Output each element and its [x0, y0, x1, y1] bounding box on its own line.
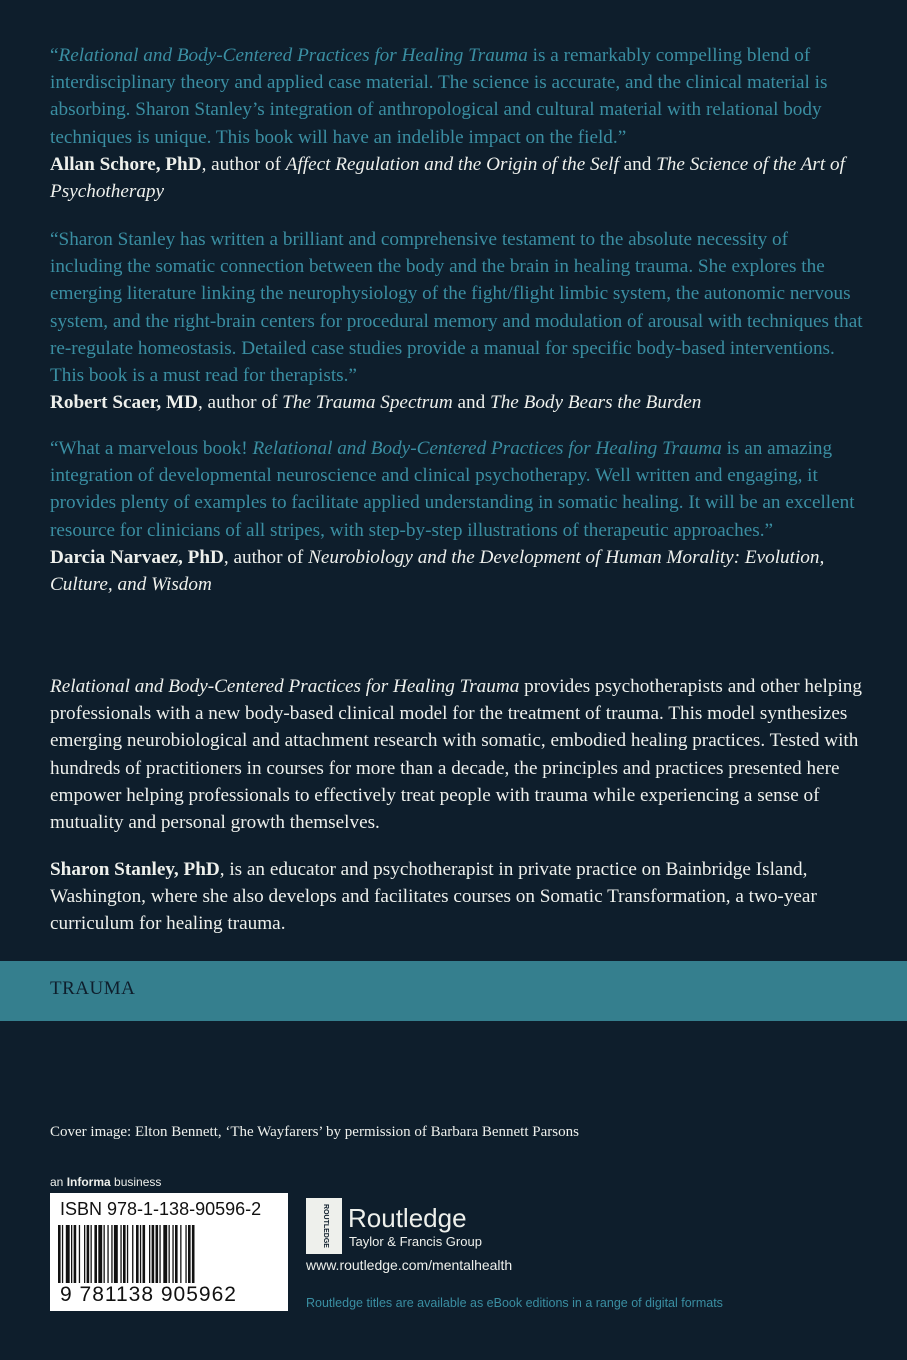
isbn-barcode-box [50, 1193, 288, 1311]
category-label: TRAUMA [50, 978, 136, 999]
quote-attribution: Darcia Narvaez, PhD, author of Neurobiology and the Development of Human Morality: Evolution, Culture, and Wisdom [50, 546, 825, 596]
barcode-icon [58, 1225, 280, 1283]
publisher-name: Routledge [348, 1203, 467, 1233]
endorsement-quote-1 [50, 42, 865, 205]
quote-text: “Relational and Body-Centered Practices for Healing Trauma is a remarkably compelling blend of interdisciplinary theory and applied case material. The science is accurate, and the clinical material is absorbing. Sharon Stanley’s integration of anthropological and cultural material with relational body techniques is unique. This book will have an indelible impact on the field.” [50, 45, 828, 148]
informa-business-tag: an Informa business [50, 1175, 162, 1189]
author-bio: Sharon Stanley, PhD, is an educator and psychotherapist in private practice on Bainbridge Island, Washington, where she also develops and facilitates courses on Somatic Transformation, a two-year curriculum for healing trauma. [50, 859, 817, 935]
quote-attribution: Robert Scaer, MD, author of The Trauma Spectrum and The Body Bears the Burden [50, 392, 702, 414]
endorsement-quote-3 [50, 435, 865, 598]
routledge-logo-icon [306, 1198, 342, 1254]
category-band [0, 961, 907, 1021]
quote-text: “What a marvelous book! Relational and Body-Centered Practices for Healing Trauma is an amazing integration of developmental neuroscience and clinical psychotherapy. Well written and engaging, it provides plenty of examples to facilitate applied understanding in somatic healing. It will be an excellent resource for clinicians of all stripes, with step-by-step illustrations of therapeutic approaches.” [50, 438, 855, 541]
logo-wordmark: ROUTLEDGE [322, 1204, 329, 1248]
ebook-note: Routledge titles are available as eBook editions in a range of digital formats [306, 1296, 723, 1310]
quote-attribution: Allan Schore, PhD, author of Affect Regulation and the Origin of the Self and The Science of the Art of Psychotherapy [50, 153, 845, 203]
book-description: Relational and Body-Centered Practices for Healing Trauma provides psychotherapists and other helping professionals with a new body-based clinical model for the treatment of trauma. This model synthesizes emerging neurobiological and attachment research with somatic, embodied healing practices. Tested with hundreds of practitioners in courses for more than a decade, the principles and practices presented here empower helping professionals to effectively treat people with trauma while experiencing a sense of mutuality and personal growth themselves. [50, 676, 862, 834]
isbn-label: ISBN 978-1-138-90596-2 [60, 1199, 262, 1219]
quote-text: “Sharon Stanley has written a brilliant and comprehensive testament to the absolute necessity of including the somatic connection between the body and the brain in healing trauma. She explores the emerging literature linking the neurophysiology of the fight/flight limbic system, the autonomic nervous system, and the right-brain centers for procedural memory and modulation of arousal with techniques that re-regulate homeostasis. Detailed case studies provide a manual for specific body-based interventions. This book is a must read for therapists.” [50, 229, 863, 387]
publisher-group: Taylor & Francis Group [349, 1234, 482, 1249]
endorsement-quote-2 [50, 226, 865, 416]
cover-credit: Cover image: Elton Bennett, ‘The Wayfarers’ by permission of Barbara Bennett Parsons [50, 1124, 579, 1140]
isbn-digits: 9 781138 905962 [60, 1283, 237, 1306]
publisher-url[interactable]: www.routledge.com/mentalhealth [306, 1257, 513, 1273]
